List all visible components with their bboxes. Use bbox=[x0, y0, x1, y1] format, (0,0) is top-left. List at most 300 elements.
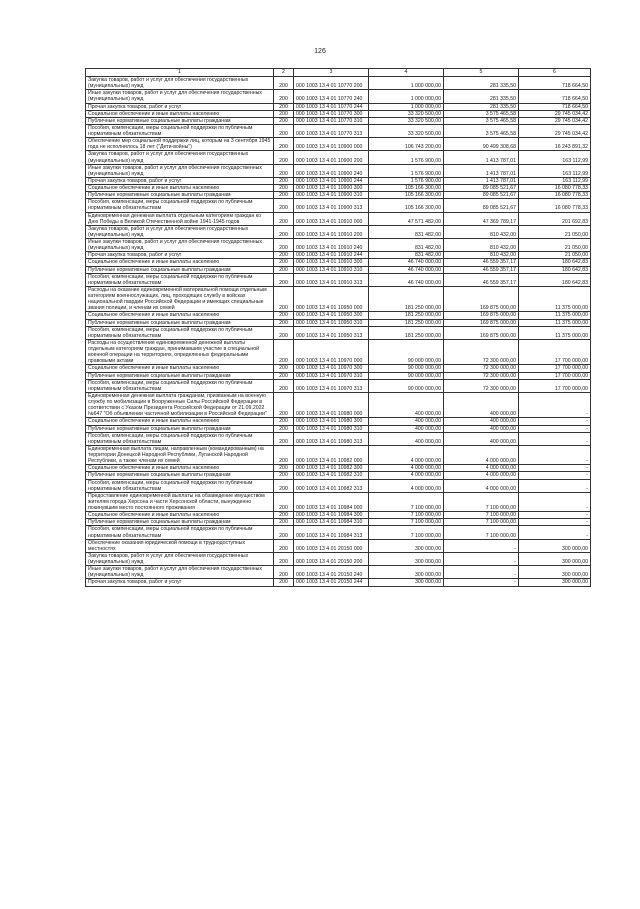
row-executed-cell: 47 369 789,17 bbox=[444, 212, 519, 225]
row-name-cell: Пособия, компенсации, меры социальной поддержки по публичным нормативным обязательствам bbox=[86, 432, 274, 445]
row-remaining-cell: 163 112,99 bbox=[519, 177, 591, 184]
row-code-cell: 200 bbox=[274, 418, 294, 425]
table-header-row bbox=[86, 69, 591, 77]
row-approved-cell: 47 571 482,00 bbox=[369, 212, 444, 225]
row-name-cell: Социальное обеспечение и иные выплаты населению bbox=[86, 110, 274, 117]
row-executed-cell: - bbox=[444, 566, 519, 579]
row-remaining-cell: 180 642,83 bbox=[519, 259, 591, 266]
row-code-cell: 200 bbox=[274, 312, 294, 319]
row-name-cell: Публичные нормативные социальные выплаты гражданам bbox=[86, 519, 274, 526]
row-remaining-cell: - bbox=[519, 432, 591, 445]
row-kbk-cell: 000 1003 13 4 01 10770 240 bbox=[294, 90, 369, 103]
column-header: 1 bbox=[86, 69, 274, 77]
row-executed-cell: 7 100 000,00 bbox=[444, 526, 519, 539]
row-kbk-cell: 000 1003 13 4 01 20150 240 bbox=[294, 566, 369, 579]
row-executed-cell: 4 000 000,00 bbox=[444, 445, 519, 464]
row-approved-cell: 1 576 900,00 bbox=[369, 151, 444, 164]
row-name-cell: Пособия, компенсации, меры социальной поддержки по публичным нормативным обязательствам bbox=[86, 526, 274, 539]
row-executed-cell: 4 000 000,00 bbox=[444, 479, 519, 492]
row-kbk-cell: 000 1003 13 4 01 10900 244 bbox=[294, 177, 369, 184]
row-executed-cell: 7 100 000,00 bbox=[444, 519, 519, 526]
row-kbk-cell: 000 1003 13 4 01 10970 310 bbox=[294, 372, 369, 379]
row-executed-cell: 72 300 000,00 bbox=[444, 379, 519, 392]
row-remaining-cell: - bbox=[519, 445, 591, 464]
row-kbk-cell: 000 1003 13 4 01 10770 300 bbox=[294, 110, 369, 117]
row-name-cell: Публичные нормативные социальные выплаты гражданам bbox=[86, 192, 274, 199]
table-row bbox=[86, 492, 591, 511]
row-remaining-cell: 180 642,83 bbox=[519, 266, 591, 273]
row-approved-cell: 181 250 000,00 bbox=[369, 326, 444, 339]
row-name-cell: Закупка товаров, работ и услуг для обеспечения государственных (муниципальных) нужд bbox=[86, 151, 274, 164]
row-name-cell: Прочая закупка товаров, работ и услуг bbox=[86, 252, 274, 259]
row-kbk-cell: 000 1003 13 4 01 10900 240 bbox=[294, 164, 369, 177]
row-remaining-cell: 300 000,00 bbox=[519, 579, 591, 586]
table-row bbox=[86, 326, 591, 339]
row-code-cell: 200 bbox=[274, 519, 294, 526]
row-name-cell: Иные закупки товаров, работ и услуг для обеспечения государственных (муниципальных) нужд bbox=[86, 566, 274, 579]
row-name-cell: Пособия, компенсации, меры социальной поддержки по публичным нормативным обязательствам bbox=[86, 273, 274, 286]
row-remaining-cell: 21 050,00 bbox=[519, 239, 591, 252]
row-kbk-cell: 000 1003 13 4 01 10984 000 bbox=[294, 492, 369, 511]
row-name-cell: Пособия, компенсации, меры социальной поддержки по публичным нормативным обязательствам bbox=[86, 379, 274, 392]
row-kbk-cell: 000 1003 13 4 01 10900 200 bbox=[294, 151, 369, 164]
row-name-cell: Прочая закупка товаров, работ и услуг bbox=[86, 103, 274, 110]
row-kbk-cell: 000 1003 13 4 01 10770 200 bbox=[294, 77, 369, 90]
row-executed-cell: - bbox=[444, 539, 519, 552]
row-approved-cell: 105 166 300,00 bbox=[369, 192, 444, 199]
row-code-cell: 200 bbox=[274, 465, 294, 472]
row-approved-cell: 300 000,00 bbox=[369, 579, 444, 586]
row-executed-cell: 72 300 000,00 bbox=[444, 339, 519, 365]
table-row bbox=[86, 539, 591, 552]
row-code-cell: 200 bbox=[274, 151, 294, 164]
row-remaining-cell: 29 745 034,42 bbox=[519, 124, 591, 137]
row-kbk-cell: 000 1003 13 4 01 20150 244 bbox=[294, 579, 369, 586]
row-executed-cell: 89 085 521,67 bbox=[444, 199, 519, 212]
row-code-cell: 200 bbox=[274, 512, 294, 519]
row-name-cell: Публичные нормативные социальные выплаты гражданам bbox=[86, 472, 274, 479]
row-approved-cell: 105 166 300,00 bbox=[369, 185, 444, 192]
table-row bbox=[86, 138, 591, 151]
row-remaining-cell: 17 700 000,00 bbox=[519, 339, 591, 365]
row-kbk-cell: 000 1003 13 4 01 10982 300 bbox=[294, 465, 369, 472]
row-code-cell: 200 bbox=[274, 259, 294, 266]
row-code-cell: 200 bbox=[274, 266, 294, 273]
row-kbk-cell: 000 1003 13 4 01 10982 310 bbox=[294, 472, 369, 479]
row-executed-cell: 1 413 787,01 bbox=[444, 177, 519, 184]
row-approved-cell: 46 740 000,00 bbox=[369, 266, 444, 273]
table-row bbox=[86, 103, 591, 110]
row-approved-cell: 1 000 000,00 bbox=[369, 90, 444, 103]
table-row bbox=[86, 319, 591, 326]
row-kbk-cell: 000 1003 13 4 01 10980 310 bbox=[294, 425, 369, 432]
row-name-cell: Публичные нормативные социальные выплаты гражданам bbox=[86, 117, 274, 124]
row-kbk-cell: 000 1003 13 4 01 10980 300 bbox=[294, 418, 369, 425]
row-executed-cell: 3 575 465,58 bbox=[444, 117, 519, 124]
row-name-cell: Единовременная денежная выплата гражданам, призванным на военную службу по мобилизации в Вооруженные Силы Российской Федерации в соответствии с Указом Президента Российской Федерации от 21.09.2022 №647 "Об объявлении частичной мобилизации в Российской Федерации" bbox=[86, 392, 274, 418]
column-header: 4 bbox=[369, 69, 444, 77]
row-code-cell: 200 bbox=[274, 539, 294, 552]
row-name-cell: Расходы на оказание единовременной материальной помощи отдельным категориям военнослужащих, лиц, проходящих службу в войсках национальной гвардии Российской Федерации и имеющих специальные звания полиции, и членам их семей bbox=[86, 286, 274, 312]
row-executed-cell: 400 000,00 bbox=[444, 425, 519, 432]
row-remaining-cell: 21 050,00 bbox=[519, 225, 591, 238]
row-approved-cell: 181 250 000,00 bbox=[369, 319, 444, 326]
row-code-cell: 200 bbox=[274, 379, 294, 392]
row-remaining-cell: - bbox=[519, 492, 591, 511]
row-kbk-cell: 000 1003 13 4 01 10980 000 bbox=[294, 392, 369, 418]
row-remaining-cell: 16 080 778,33 bbox=[519, 199, 591, 212]
row-executed-cell: 281 335,50 bbox=[444, 103, 519, 110]
row-code-cell: 200 bbox=[274, 90, 294, 103]
column-header: 2 bbox=[274, 69, 294, 77]
row-kbk-cell: 000 1003 13 4 01 10900 310 bbox=[294, 192, 369, 199]
row-code-cell: 200 bbox=[274, 566, 294, 579]
table-row bbox=[86, 77, 591, 90]
row-approved-cell: 105 166 300,00 bbox=[369, 199, 444, 212]
row-kbk-cell: 000 1003 13 4 01 10770 310 bbox=[294, 117, 369, 124]
table-row bbox=[86, 286, 591, 312]
row-remaining-cell: 29 745 034,42 bbox=[519, 117, 591, 124]
row-executed-cell: 169 875 000,00 bbox=[444, 286, 519, 312]
row-name-cell: Социальное обеспечение и иные выплаты населению bbox=[86, 512, 274, 519]
row-code-cell: 200 bbox=[274, 77, 294, 90]
row-executed-cell: 4 000 000,00 bbox=[444, 465, 519, 472]
row-remaining-cell: - bbox=[519, 472, 591, 479]
table-row bbox=[86, 519, 591, 526]
row-remaining-cell: 300 000,00 bbox=[519, 539, 591, 552]
row-name-cell: Единовременная денежная выплата отдельным категориям граждан ко Дню Победы в Великой Отечественной войне 1941-1945 годов bbox=[86, 212, 274, 225]
table-row bbox=[86, 552, 591, 565]
row-remaining-cell: 163 112,99 bbox=[519, 164, 591, 177]
row-approved-cell: 46 740 000,00 bbox=[369, 273, 444, 286]
row-code-cell: 200 bbox=[274, 185, 294, 192]
table-row bbox=[86, 239, 591, 252]
row-approved-cell: 831 482,00 bbox=[369, 225, 444, 238]
table-row bbox=[86, 252, 591, 259]
row-remaining-cell: 718 664,50 bbox=[519, 103, 591, 110]
table-row bbox=[86, 479, 591, 492]
row-remaining-cell: 16 080 778,33 bbox=[519, 185, 591, 192]
row-code-cell: 200 bbox=[274, 479, 294, 492]
row-kbk-cell: 000 1003 13 4 01 10982 313 bbox=[294, 479, 369, 492]
table-row bbox=[86, 339, 591, 365]
row-kbk-cell: 000 1003 13 4 01 10900 300 bbox=[294, 185, 369, 192]
row-code-cell: 200 bbox=[274, 212, 294, 225]
row-approved-cell: 4 000 000,00 bbox=[369, 465, 444, 472]
row-remaining-cell: - bbox=[519, 465, 591, 472]
row-kbk-cell: 000 1003 13 4 01 10950 310 bbox=[294, 319, 369, 326]
row-kbk-cell: 000 1003 13 4 01 10910 310 bbox=[294, 266, 369, 273]
row-approved-cell: 90 000 000,00 bbox=[369, 379, 444, 392]
row-approved-cell: 7 100 000,00 bbox=[369, 526, 444, 539]
row-approved-cell: 1 000 000,00 bbox=[369, 103, 444, 110]
row-executed-cell: 3 575 465,58 bbox=[444, 110, 519, 117]
row-kbk-cell: 000 1003 13 4 01 10980 313 bbox=[294, 432, 369, 445]
table-row bbox=[86, 472, 591, 479]
table-row bbox=[86, 117, 591, 124]
table-row bbox=[86, 185, 591, 192]
row-approved-cell: 33 320 500,00 bbox=[369, 110, 444, 117]
row-kbk-cell: 000 1003 13 4 01 10770 244 bbox=[294, 103, 369, 110]
row-code-cell: 200 bbox=[274, 339, 294, 365]
row-executed-cell: 169 875 000,00 bbox=[444, 326, 519, 339]
row-name-cell: Обеспечение оказания юридической помощи в труднодоступных местностях bbox=[86, 539, 274, 552]
row-executed-cell: 1 413 787,01 bbox=[444, 164, 519, 177]
row-kbk-cell: 000 1003 13 4 01 10950 300 bbox=[294, 312, 369, 319]
row-remaining-cell: 11 375 000,00 bbox=[519, 286, 591, 312]
row-approved-cell: 400 000,00 bbox=[369, 425, 444, 432]
row-code-cell: 200 bbox=[274, 552, 294, 565]
row-name-cell: Социальное обеспечение и иные выплаты населению bbox=[86, 259, 274, 266]
row-approved-cell: 1 000 000,00 bbox=[369, 77, 444, 90]
table-row bbox=[86, 212, 591, 225]
row-name-cell: Закупка товаров, работ и услуг для обеспечения государственных (муниципальных) нужд bbox=[86, 77, 274, 90]
row-name-cell: Публичные нормативные социальные выплаты гражданам bbox=[86, 319, 274, 326]
table-row bbox=[86, 110, 591, 117]
row-approved-cell: 1 576 900,00 bbox=[369, 177, 444, 184]
row-approved-cell: 90 000 000,00 bbox=[369, 339, 444, 365]
row-code-cell: 200 bbox=[274, 199, 294, 212]
row-kbk-cell: 000 1003 13 4 01 10950 000 bbox=[294, 286, 369, 312]
row-code-cell: 200 bbox=[274, 319, 294, 326]
row-executed-cell: 400 000,00 bbox=[444, 392, 519, 418]
table-row bbox=[86, 579, 591, 586]
row-executed-cell: 281 335,50 bbox=[444, 77, 519, 90]
row-code-cell: 200 bbox=[274, 138, 294, 151]
row-executed-cell: 281 335,50 bbox=[444, 90, 519, 103]
row-approved-cell: 7 100 000,00 bbox=[369, 512, 444, 519]
row-code-cell: 200 bbox=[274, 286, 294, 312]
table-row bbox=[86, 418, 591, 425]
row-executed-cell: 810 432,00 bbox=[444, 225, 519, 238]
row-code-cell: 200 bbox=[274, 392, 294, 418]
column-header: 3 bbox=[294, 69, 369, 77]
column-header: 5 bbox=[444, 69, 519, 77]
row-approved-cell: 1 576 900,00 bbox=[369, 164, 444, 177]
row-remaining-cell: - bbox=[519, 526, 591, 539]
row-kbk-cell: 000 1003 13 4 01 10970 000 bbox=[294, 339, 369, 365]
row-remaining-cell: - bbox=[519, 425, 591, 432]
row-kbk-cell: 000 1003 13 4 01 20150 200 bbox=[294, 552, 369, 565]
table-row bbox=[86, 90, 591, 103]
table-row bbox=[86, 365, 591, 372]
row-kbk-cell: 000 1003 13 4 01 10910 300 bbox=[294, 259, 369, 266]
row-kbk-cell: 000 1003 13 4 01 20150 000 bbox=[294, 539, 369, 552]
row-approved-cell: 33 320 500,00 bbox=[369, 124, 444, 137]
row-approved-cell: 46 740 000,00 bbox=[369, 259, 444, 266]
row-executed-cell: - bbox=[444, 552, 519, 565]
row-executed-cell: 810 432,00 bbox=[444, 252, 519, 259]
row-remaining-cell: 17 700 000,00 bbox=[519, 372, 591, 379]
row-code-cell: 200 bbox=[274, 177, 294, 184]
row-kbk-cell: 000 1003 13 4 01 10910 200 bbox=[294, 225, 369, 238]
row-code-cell: 200 bbox=[274, 117, 294, 124]
row-kbk-cell: 000 1003 13 4 01 10970 300 bbox=[294, 365, 369, 372]
row-remaining-cell: 16 243 891,32 bbox=[519, 138, 591, 151]
row-code-cell: 200 bbox=[274, 445, 294, 464]
table-row bbox=[86, 526, 591, 539]
row-code-cell: 200 bbox=[274, 372, 294, 379]
row-executed-cell: 169 875 000,00 bbox=[444, 312, 519, 319]
row-remaining-cell: 29 745 034,42 bbox=[519, 110, 591, 117]
row-code-cell: 200 bbox=[274, 225, 294, 238]
row-approved-cell: 400 000,00 bbox=[369, 418, 444, 425]
row-remaining-cell: - bbox=[519, 479, 591, 492]
row-code-cell: 200 bbox=[274, 273, 294, 286]
row-remaining-cell: 180 642,83 bbox=[519, 273, 591, 286]
row-remaining-cell: 11 375 000,00 bbox=[519, 312, 591, 319]
row-name-cell: Пособия, компенсации, меры социальной поддержки по публичным нормативным обязательствам bbox=[86, 326, 274, 339]
row-name-cell: Иные закупки товаров, работ и услуг для обеспечения государственных (муниципальных) нужд bbox=[86, 239, 274, 252]
row-code-cell: 200 bbox=[274, 472, 294, 479]
table-row bbox=[86, 266, 591, 273]
row-code-cell: 200 bbox=[274, 526, 294, 539]
row-name-cell: Расходы на осуществление единовременной денежной выплаты отдельным категориям граждан, принимавшим участие в специальной военной операции на территориях, определенных федеральными правовыми актами bbox=[86, 339, 274, 365]
row-remaining-cell: 17 700 000,00 bbox=[519, 365, 591, 372]
row-approved-cell: 4 000 000,00 bbox=[369, 479, 444, 492]
row-name-cell: Публичные нормативные социальные выплаты гражданам bbox=[86, 266, 274, 273]
row-kbk-cell: 000 1003 13 4 01 10984 313 bbox=[294, 526, 369, 539]
row-name-cell: Социальное обеспечение и иные выплаты населению bbox=[86, 185, 274, 192]
row-code-cell: 200 bbox=[274, 326, 294, 339]
row-approved-cell: 106 743 200,00 bbox=[369, 138, 444, 151]
row-remaining-cell: 300 000,00 bbox=[519, 552, 591, 565]
row-code-cell: 200 bbox=[274, 192, 294, 199]
row-name-cell: Предоставление единовременной выплаты на обзаведение имуществом жителям города Херсона и части Херсонской области, вынужденно покинувшим место постоянного проживания bbox=[86, 492, 274, 511]
table-row bbox=[86, 392, 591, 418]
row-remaining-cell: 16 080 778,33 bbox=[519, 192, 591, 199]
row-name-cell: Иные закупки товаров, работ и услуг для обеспечения государственных (муниципальных) нужд bbox=[86, 164, 274, 177]
table-row bbox=[86, 164, 591, 177]
row-name-cell: Публичные нормативные социальные выплаты гражданам bbox=[86, 425, 274, 432]
row-remaining-cell: 17 700 000,00 bbox=[519, 379, 591, 392]
row-kbk-cell: 000 1003 13 4 01 10910 244 bbox=[294, 252, 369, 259]
row-remaining-cell: - bbox=[519, 392, 591, 418]
row-approved-cell: 300 000,00 bbox=[369, 539, 444, 552]
row-name-cell: Публичные нормативные социальные выплаты гражданам bbox=[86, 372, 274, 379]
row-approved-cell: 7 100 000,00 bbox=[369, 492, 444, 511]
row-name-cell: Социальное обеспечение и иные выплаты населению bbox=[86, 418, 274, 425]
row-executed-cell: 810 432,00 bbox=[444, 239, 519, 252]
table-row bbox=[86, 312, 591, 319]
table-row bbox=[86, 465, 591, 472]
row-executed-cell: 46 559 357,17 bbox=[444, 273, 519, 286]
row-code-cell: 200 bbox=[274, 432, 294, 445]
row-code-cell: 200 bbox=[274, 425, 294, 432]
table-row bbox=[86, 225, 591, 238]
table-row bbox=[86, 124, 591, 137]
row-name-cell: Закупка товаров, работ и услуг для обеспечения государственных (муниципальных) нужд bbox=[86, 552, 274, 565]
row-executed-cell: 46 559 357,17 bbox=[444, 266, 519, 273]
row-approved-cell: 181 250 000,00 bbox=[369, 312, 444, 319]
row-remaining-cell: - bbox=[519, 512, 591, 519]
row-code-cell: 200 bbox=[274, 164, 294, 177]
row-remaining-cell: - bbox=[519, 519, 591, 526]
row-code-cell: 200 bbox=[274, 252, 294, 259]
row-kbk-cell: 000 1003 13 4 01 10984 310 bbox=[294, 519, 369, 526]
row-approved-cell: 33 320 500,00 bbox=[369, 117, 444, 124]
row-remaining-cell: - bbox=[519, 418, 591, 425]
row-name-cell: Социальное обеспечение и иные выплаты населению bbox=[86, 465, 274, 472]
table-row bbox=[86, 177, 591, 184]
row-name-cell: Пособия, компенсации, меры социальной поддержки по публичным нормативным обязательствам bbox=[86, 199, 274, 212]
row-executed-cell: 46 559 357,17 bbox=[444, 259, 519, 266]
row-name-cell: Иные закупки товаров, работ и услуг для обеспечения государственных (муниципальных) нужд bbox=[86, 90, 274, 103]
row-remaining-cell: 718 664,50 bbox=[519, 77, 591, 90]
row-approved-cell: 4 000 000,00 bbox=[369, 445, 444, 464]
table-row bbox=[86, 512, 591, 519]
row-name-cell: Социальное обеспечение и иные выплаты населению bbox=[86, 312, 274, 319]
row-code-cell: 200 bbox=[274, 492, 294, 511]
row-name-cell: Социальное обеспечение и иные выплаты населению bbox=[86, 365, 274, 372]
row-approved-cell: 7 100 000,00 bbox=[369, 519, 444, 526]
row-executed-cell: 90 499 308,68 bbox=[444, 138, 519, 151]
table-row bbox=[86, 432, 591, 445]
row-code-cell: 200 bbox=[274, 579, 294, 586]
page-number: 126 bbox=[314, 48, 326, 55]
row-code-cell: 200 bbox=[274, 124, 294, 137]
row-approved-cell: 4 000 000,00 bbox=[369, 472, 444, 479]
row-executed-cell: 3 575 465,58 bbox=[444, 124, 519, 137]
table-row bbox=[86, 259, 591, 266]
budget-table bbox=[85, 68, 591, 587]
row-kbk-cell: 000 1003 13 4 01 10910 240 bbox=[294, 239, 369, 252]
table-row bbox=[86, 151, 591, 164]
row-name-cell: Единовременная выплата лицам, направленным (командированным) на территории Донецкой Народной Республики, Луганской Народной Республики, а также членам их семей bbox=[86, 445, 274, 464]
row-approved-cell: 90 000 000,00 bbox=[369, 372, 444, 379]
row-approved-cell: 400 000,00 bbox=[369, 432, 444, 445]
row-kbk-cell: 000 1003 13 4 01 10982 000 bbox=[294, 445, 369, 464]
row-approved-cell: 300 000,00 bbox=[369, 566, 444, 579]
table-row bbox=[86, 379, 591, 392]
row-executed-cell: - bbox=[444, 579, 519, 586]
row-approved-cell: 181 250 000,00 bbox=[369, 286, 444, 312]
row-remaining-cell: 300 000,00 bbox=[519, 566, 591, 579]
table-row bbox=[86, 425, 591, 432]
row-executed-cell: 400 000,00 bbox=[444, 432, 519, 445]
row-name-cell: Пособия, компенсации, меры социальной поддержки по публичным нормативным обязательствам bbox=[86, 479, 274, 492]
row-approved-cell: 300 000,00 bbox=[369, 552, 444, 565]
row-remaining-cell: 201 692,83 bbox=[519, 212, 591, 225]
row-approved-cell: 400 000,00 bbox=[369, 392, 444, 418]
table-row bbox=[86, 445, 591, 464]
table-row bbox=[86, 566, 591, 579]
row-code-cell: 200 bbox=[274, 365, 294, 372]
row-executed-cell: 72 300 000,00 bbox=[444, 365, 519, 372]
row-kbk-cell: 000 1003 13 4 01 10950 313 bbox=[294, 326, 369, 339]
row-kbk-cell: 000 1003 13 4 01 10984 300 bbox=[294, 512, 369, 519]
row-kbk-cell: 000 1003 13 4 01 10900 000 bbox=[294, 138, 369, 151]
row-executed-cell: 72 300 000,00 bbox=[444, 372, 519, 379]
row-executed-cell: 4 000 000,00 bbox=[444, 472, 519, 479]
row-name-cell: Прочая закупка товаров, работ и услуг bbox=[86, 177, 274, 184]
table-row bbox=[86, 199, 591, 212]
row-name-cell: Прочая закупка товаров, работ и услуг bbox=[86, 579, 274, 586]
row-executed-cell: 169 875 000,00 bbox=[444, 319, 519, 326]
row-executed-cell: 7 100 000,00 bbox=[444, 492, 519, 511]
row-kbk-cell: 000 1003 13 4 01 10900 313 bbox=[294, 199, 369, 212]
row-executed-cell: 89 085 521,67 bbox=[444, 185, 519, 192]
row-kbk-cell: 000 1003 13 4 01 10910 313 bbox=[294, 273, 369, 286]
row-executed-cell: 1 413 787,01 bbox=[444, 151, 519, 164]
row-kbk-cell: 000 1003 13 4 01 10970 313 bbox=[294, 379, 369, 392]
row-kbk-cell: 000 1003 13 4 01 10910 000 bbox=[294, 212, 369, 225]
table-row bbox=[86, 273, 591, 286]
row-approved-cell: 831 482,00 bbox=[369, 239, 444, 252]
row-code-cell: 200 bbox=[274, 103, 294, 110]
row-remaining-cell: 11 375 000,00 bbox=[519, 319, 591, 326]
row-remaining-cell: 21 050,00 bbox=[519, 252, 591, 259]
